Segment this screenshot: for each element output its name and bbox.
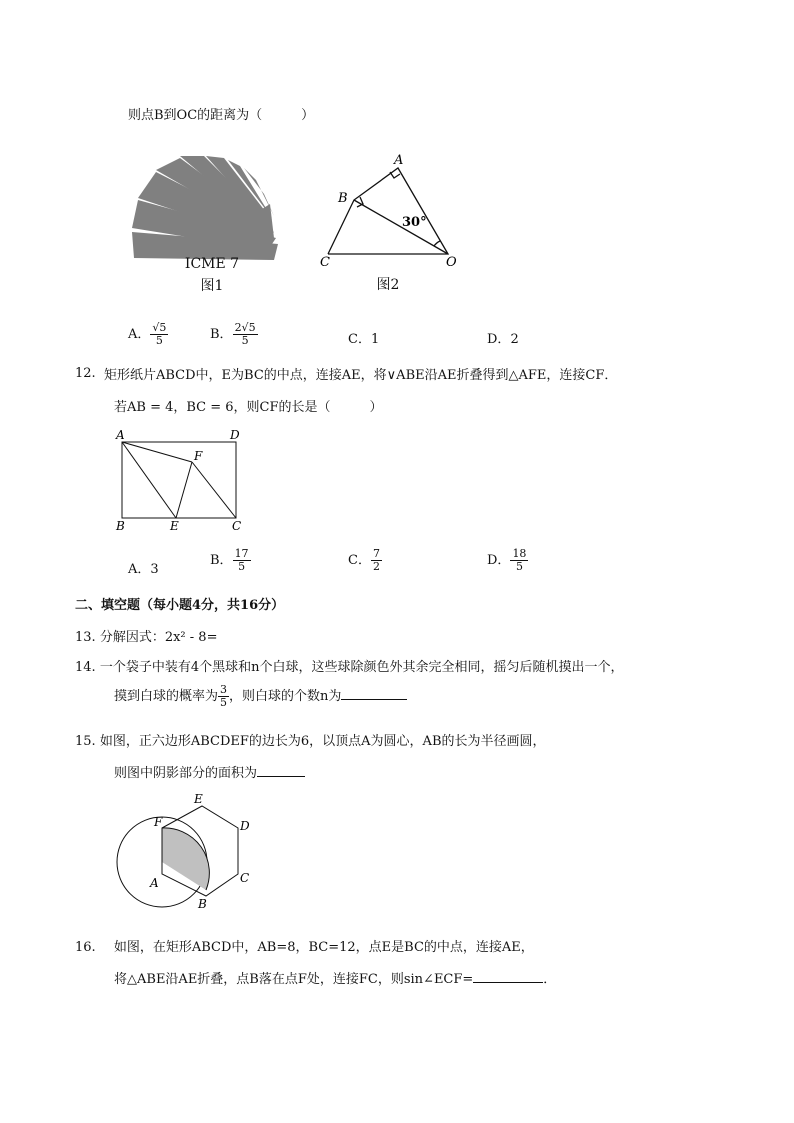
- q12-figure: [112, 426, 252, 536]
- q11-figure-1: [128, 150, 288, 300]
- q15-number: 15.: [75, 734, 96, 749]
- q13-line: [75, 626, 217, 645]
- point-E-label: E: [194, 792, 203, 806]
- point-F-label: F: [194, 449, 203, 463]
- point-A-label: A: [116, 428, 125, 442]
- q12-option-b[interactable]: B． $\frac{17}{5}$: [210, 547, 249, 573]
- q14-line-1: [75, 656, 623, 675]
- point-F-label: F: [154, 815, 163, 829]
- q15-line-1: [75, 730, 546, 749]
- option-letter: A．: [128, 327, 151, 342]
- segment-FE: [176, 462, 192, 518]
- segment-FC: [192, 462, 236, 518]
- q15-answer-blank[interactable]: [257, 764, 305, 777]
- point-E-label: E: [170, 519, 179, 533]
- q13-number: 13.: [75, 630, 96, 645]
- segment-AF: [122, 442, 192, 462]
- point-B-label: B: [116, 519, 125, 533]
- option-letter: B．: [210, 327, 233, 342]
- angle-arc-O: [434, 241, 440, 246]
- point-B-label: B: [198, 897, 207, 911]
- q14-answer-blank[interactable]: [341, 687, 407, 700]
- figure-1-label: 图1: [200, 278, 224, 294]
- q15-line-2: 则图中阴影部分的面积为: [114, 762, 305, 781]
- point-A-label: A: [394, 153, 404, 168]
- point-C-label: C: [240, 871, 250, 885]
- q11-option-a[interactable]: A． $\frac{√5}{5}$: [128, 321, 167, 347]
- q11-figure-2: [316, 148, 476, 298]
- figure-2-outline: [328, 168, 448, 254]
- shaded-region: [162, 828, 209, 890]
- figure-2-label: 图2: [376, 277, 400, 293]
- q12-option-d[interactable]: D． $\frac{18}{5}$: [487, 547, 527, 573]
- section-heading-fill-in: 二、填空题（每小题4分，共16分）: [75, 598, 285, 613]
- q11-option-c[interactable]: C．1: [348, 332, 380, 347]
- q14-number: 14.: [75, 660, 96, 675]
- q12-option-a[interactable]: A．3: [128, 562, 159, 577]
- icme-logo-fan: [132, 156, 278, 260]
- q16-line-1: [75, 936, 534, 955]
- point-A-label: A: [150, 876, 159, 890]
- segment-AE: [122, 442, 176, 518]
- q16-text: 如图，在矩形ABCD中，AB=8，BC=12，点E是BC的中点，连接AE，: [113, 940, 534, 955]
- q12-number: 12.: [75, 366, 96, 381]
- q12-option-c[interactable]: C． $\frac{7}{2}$: [348, 547, 380, 573]
- q14-text: 一个袋子中装有4个黑球和n个白球，这些球除颜色外其余完全相同，摇匀后随机摸出一个，: [99, 660, 624, 675]
- point-O-label: O: [446, 255, 457, 270]
- point-D-label: D: [230, 428, 240, 442]
- q14-line-2: 摸到白球的概率为 $\frac{3}{5}$ ，则白球的个数n为: [114, 684, 407, 709]
- icme-caption: ICME 7: [184, 256, 240, 272]
- q13-text: 分解因式：2x² - 8=: [99, 630, 218, 645]
- q15-figure: [110, 790, 270, 914]
- angle-30-label: 30°: [402, 215, 427, 230]
- point-C-label: C: [232, 519, 242, 533]
- q11-option-b[interactable]: B． $\frac{2√5}{5}$: [210, 321, 256, 347]
- q16-number: 16.: [75, 940, 96, 955]
- q15-text: 如图，正六边形ABCDEF的边长为6，以顶点A为圆心，AB的长为半径画圆，: [99, 734, 546, 749]
- q14-probability-fraction: $\frac{3}{5}$: [220, 683, 228, 709]
- point-C-label: C: [320, 255, 330, 270]
- point-D-label: D: [240, 819, 250, 833]
- q16-answer-blank[interactable]: [473, 970, 543, 983]
- q16-line-2: 将△ABE沿AE折叠，点B落在点F处，连接FC，则sin∠ECF= ．: [114, 972, 557, 987]
- q12-line-1: 矩形纸片ABCD中，E为BC的中点，连接AE，将∨ABE沿AE折叠得到△AFE，连接CF．: [104, 368, 618, 383]
- point-B-label: B: [338, 191, 348, 206]
- q11-question-tail: 则点B到OC的距离为（ ）: [128, 108, 315, 123]
- q11-option-d[interactable]: D．2: [487, 332, 519, 347]
- q12-line-2: 若AB = 4，BC = 6，则CF的长是（ ）: [114, 400, 383, 415]
